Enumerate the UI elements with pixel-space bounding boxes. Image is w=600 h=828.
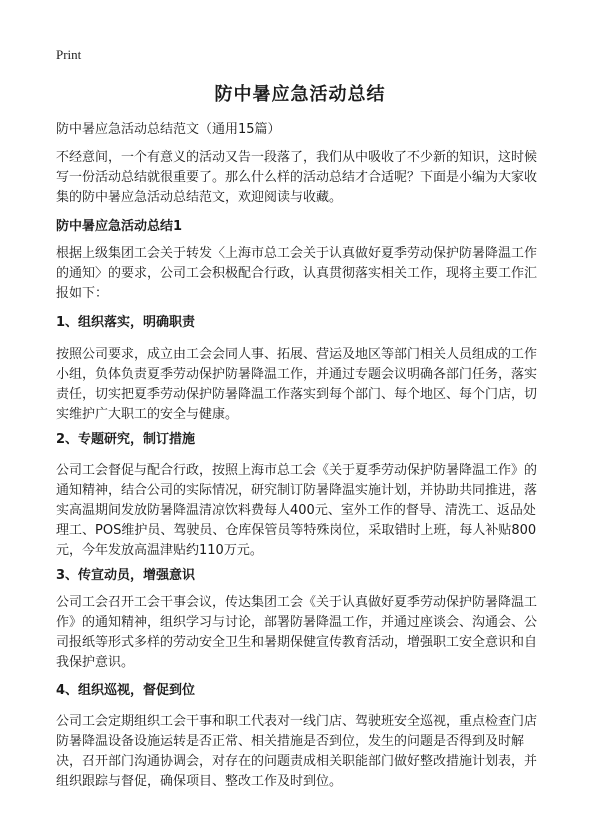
document-subtitle: 防中暑应急活动总结范文（通用15篇） [56,122,281,137]
intro-paragraph: 不经意间，一个有意义的活动又告一段落了，我们从中吸收了不少新的知识，这时候写一份活动总结就很重要了。那么什么样的活动总结才合适呢？下面是小编为大家收集的防中暑应急活动总结范文，欢迎阅读与收藏。 [56,150,538,205]
page-title: 防中暑应急活动总结 [214,84,386,105]
section-paragraph: 根据上级集团工会关于转发〈上海市总工会关于认真做好夏季劳动保护防暑降温工作的通知〉的要求，公司工会积极配合行政，认真贯彻落实相关工作，现将主要工作汇报如下： [56,246,538,301]
section-heading: 2、专题研究，制订措施 [56,432,196,447]
section-paragraph: 按照公司要求，成立由工会会同人事、拓展、营运及地区等部门相关人员组成的工作小组，负体负责夏季劳动保护防暑降温工作，并通过专题会议明确各部门任务，落实责任，切实把夏季劳动保护防暑降温工作落实到每个部门、每个地区、每个门店，切实维护广大职工的安全与健康。 [56,347,538,422]
section-paragraph: 公司工会定期组织工会干事和职工代表对一线门店、驾驶班安全巡视，重点检查门店防暑降温设备设施运转是否正常、相关措施是否到位，发生的问题是否得到及时解决，召开部门沟通协调会，对存在的问题责成相关职能部门做好整改措施计划表，并组织跟踪与督促，确保项目、整改工作及时到位。 [56,714,538,789]
section-heading: 防中暑应急活动总结1 [56,219,183,234]
section-paragraph: 公司工会召开工会干事会议，传达集团工会《关于认真做好夏季劳动保护防暑降温工作》的通知精神，组织学习与讨论，部署防暑降温工作，并通过座谈会、沟通会、公司报纸等形式多样的劳动安全卫生和暑期保健宣传教育活动，增强职工安全意识和自我保护意识。 [56,595,538,670]
section-heading: 4、组织巡视，督促到位 [56,683,196,698]
print-link[interactable]: Print [56,47,82,62]
section-heading: 1、组织落实，明确职责 [56,315,196,330]
section-heading: 3、传宣动员，增强意识 [56,568,196,583]
section-paragraph: 公司工会督促与配合行政，按照上海市总工会《关于夏季劳动保护防暑降温工作》的通知精神，结合公司的实际情况，研究制订防暑降温实施计划，并协助共同推进，落实高温期间发放防暑降温清凉饮料费每人400元、室外工作的督导、清洗工、返品处理工、POS维护员、驾驶员、仓库保管员等特殊岗位，采取错时上班，每人补贴800元，今年发放高温津贴约110万元。 [56,463,538,558]
